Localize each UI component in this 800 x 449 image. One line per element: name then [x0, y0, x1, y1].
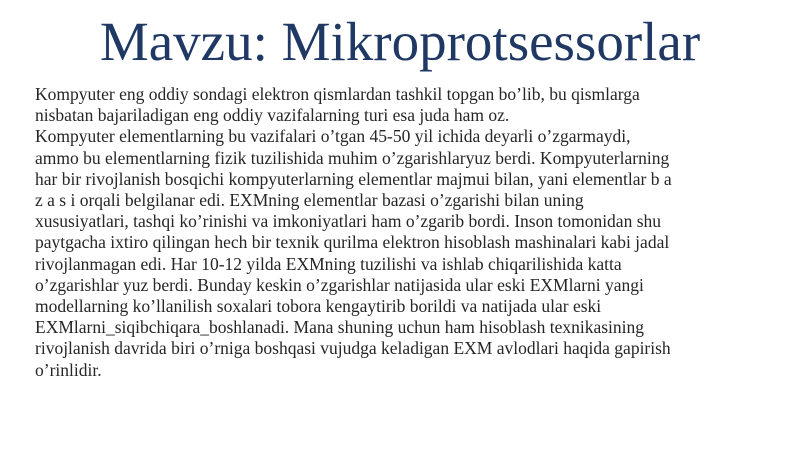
body-line: har bir rivojlanish bosqichi kompyuterlarning elementlar majmui bilan, yani elementlar b a: [35, 168, 672, 189]
body-line: Kompyuter elementlarning bu vazifalari o’tgan 45-50 yil ichida deyarli o’zgarmaydi,: [35, 126, 631, 147]
body-line: rivojlanish davrida biri o’rniga boshqasi vujudga keladigan EXM avlodlari haqida gapirish: [35, 338, 671, 359]
slide-title: Mavzu: Mikroprotsessorlar: [99, 11, 701, 72]
body-line: o’rinlidir.: [35, 359, 102, 380]
body-line: o’zgarishlar yuz berdi. Bunday keskin o’zgarishlar natijasida ular eski EXMlarni yangi: [35, 274, 644, 295]
body-line: xususiyatlari, tashqi ko’rinishi va imkoniyatlari ham o’zgarib bordi. Inson tomonidan shu: [35, 211, 662, 232]
body-line: paytgacha ixtiro qilingan hech bir texnik qurilma elektron hisoblash mashinalari kabi jadal: [35, 232, 670, 253]
body-line: EXMlarni_siqibchiqara_boshlanadi. Mana shuning uchun ham hisoblash texnikasining: [35, 317, 644, 338]
slide-body: [35, 84, 775, 381]
body-line: modellarning ko’llanilish soxalari tobora kengaytirib borildi va natijada ular eski: [35, 296, 602, 317]
body-line: rivojlanmagan edi. Har 10-12 yilda EXMning tuzilishi va ishlab chiqarilishida katta: [35, 253, 622, 274]
body-line: nisbatan bajariladigan eng oddiy vazifalarning turi esa juda ham oz.: [35, 105, 510, 126]
body-line: ammo bu elementlarning fizik tuzilishida muhim o’zgarishlaryuz berdi. Kompyuterlarning: [35, 147, 670, 168]
body-line: Kompyuter eng oddiy sondagi elektron qismlardan tashkil topgan bo’lib, bu qismlarga: [35, 84, 640, 104]
body-line: z a s i orqali belgilanar edi. EXMning elementlar bazasi o’zgarishi bilan uning: [35, 190, 584, 211]
